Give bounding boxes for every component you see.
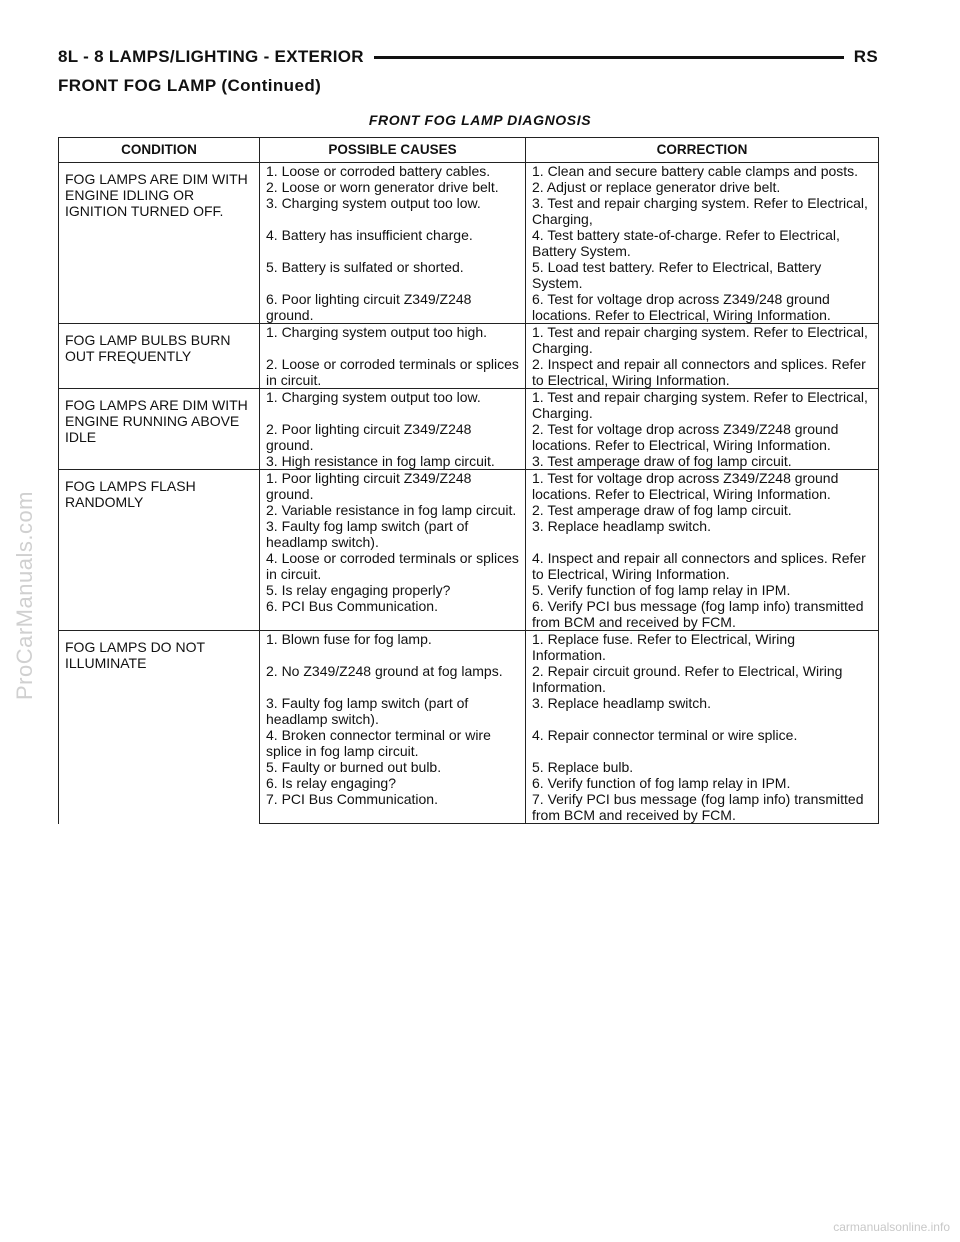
cause-cell: 5. Faulty or burned out bulb. [260, 759, 526, 775]
cause-cell: 6. Poor lighting circuit Z349/Z248 ground. [260, 291, 526, 324]
section-title: FRONT FOG LAMP (Continued) [58, 76, 322, 95]
cause-cell: 7. PCI Bus Communication. [260, 791, 526, 824]
cause-cell: 6. PCI Bus Communication. [260, 598, 526, 631]
cause-cell: 3. Faulty fog lamp switch (part of headlamp switch). [260, 518, 526, 550]
side-watermark: ProCarManuals.com [12, 490, 37, 700]
cause-cell: 1. Charging system output too high. [260, 324, 526, 357]
correction-cell: 5. Replace bulb. [526, 759, 879, 775]
correction-cell: 4. Inspect and repair all connectors and splices. Refer to Electrical, Wiring Information. [526, 550, 879, 582]
table-title: FRONT FOG LAMP DIAGNOSIS [368, 112, 592, 128]
correction-cell: 6. Verify PCI bus message (fog lamp info) transmitted from BCM and received by FCM. [526, 598, 879, 631]
cause-cell: 1. Loose or corroded battery cables. [260, 163, 526, 180]
correction-cell: 2. Inspect and repair all connectors and splices. Refer to Electrical, Wiring Information. [526, 356, 879, 389]
correction-cell: 4. Test battery state-of-charge. Refer to Electrical, Battery System. [526, 227, 879, 259]
correction-cell: 3. Test and repair charging system. Refer to Electrical, Charging, [526, 195, 879, 227]
correction-cell: 2. Test amperage draw of fog lamp circuit. [526, 502, 879, 518]
diagnosis-table [58, 137, 879, 824]
correction-cell: 5. Load test battery. Refer to Electrical, Battery System. [526, 259, 879, 291]
correction-cell: 1. Test and repair charging system. Refer to Electrical, Charging. [526, 389, 879, 422]
cause-cell: 5. Battery is sulfated or shorted. [260, 259, 526, 291]
correction-cell: 3. Replace headlamp switch. [526, 695, 879, 727]
cause-cell: 2. Loose or worn generator drive belt. [260, 179, 526, 195]
page-header [58, 44, 878, 70]
table-row [59, 470, 879, 503]
cause-cell: 1. Charging system output too low. [260, 389, 526, 422]
table-row [59, 324, 879, 357]
table-row [59, 389, 879, 422]
column-header-causes: POSSIBLE CAUSES [260, 138, 526, 163]
correction-cell: 1. Test and repair charging system. Refer to Electrical, Charging. [526, 324, 879, 357]
table-row [59, 631, 879, 664]
correction-cell: 1. Test for voltage drop across Z349/Z248 ground locations. Refer to Electrical, Wiring Information. [526, 470, 879, 503]
column-header-correction: CORRECTION [526, 138, 879, 163]
condition-cell: FOG LAMPS DO NOT ILLUMINATE [59, 631, 260, 824]
cause-cell: 3. Charging system output too low. [260, 195, 526, 227]
header-rule [374, 56, 844, 59]
correction-cell: 3. Test amperage draw of fog lamp circuit. [526, 453, 879, 470]
column-header-condition: CONDITION [59, 138, 260, 163]
correction-cell: 7. Verify PCI bus message (fog lamp info) transmitted from BCM and received by FCM. [526, 791, 879, 824]
cause-cell: 2. Poor lighting circuit Z349/Z248 ground. [260, 421, 526, 453]
cause-cell: 1. Poor lighting circuit Z349/Z248 ground. [260, 470, 526, 503]
cause-cell: 2. Loose or corroded terminals or splices in circuit. [260, 356, 526, 389]
cause-cell: 1. Blown fuse for fog lamp. [260, 631, 526, 664]
cause-cell: 3. High resistance in fog lamp circuit. [260, 453, 526, 470]
table-header-row [59, 138, 879, 163]
cause-cell: 3. Faulty fog lamp switch (part of headlamp switch). [260, 695, 526, 727]
condition-cell: FOG LAMPS FLASH RANDOMLY [59, 470, 260, 631]
correction-cell: 6. Test for voltage drop across Z349/248 ground locations. Refer to Electrical, Wiring Information. [526, 291, 879, 324]
correction-cell: 2. Test for voltage drop across Z349/Z248 ground locations. Refer to Electrical, Wiring Information. [526, 421, 879, 453]
cause-cell: 6. Is relay engaging? [260, 775, 526, 791]
cause-cell: 5. Is relay engaging properly? [260, 582, 526, 598]
cause-cell: 2. Variable resistance in fog lamp circuit. [260, 502, 526, 518]
header-model-code: RS [853, 47, 878, 66]
correction-cell: 1. Clean and secure battery cable clamps and posts. [526, 163, 879, 180]
cause-cell: 4. Loose or corroded terminals or splices in circuit. [260, 550, 526, 582]
cause-cell: 4. Battery has insufficient charge. [260, 227, 526, 259]
condition-cell: FOG LAMPS ARE DIM WITH ENGINE RUNNING ABOVE IDLE [59, 389, 260, 470]
bottom-watermark: carmanualsonline.info [833, 1220, 950, 1234]
condition-cell: FOG LAMP BULBS BURN OUT FREQUENTLY [59, 324, 260, 389]
correction-cell: 5. Verify function of fog lamp relay in IPM. [526, 582, 879, 598]
correction-cell: 2. Adjust or replace generator drive belt. [526, 179, 879, 195]
correction-cell: 3. Replace headlamp switch. [526, 518, 879, 550]
header-section-label: 8L - 8 LAMPS/LIGHTING - EXTERIOR [58, 47, 364, 66]
correction-cell: 6. Verify function of fog lamp relay in IPM. [526, 775, 879, 791]
correction-cell: 2. Repair circuit ground. Refer to Electrical, Wiring Information. [526, 663, 879, 695]
cause-cell: 4. Broken connector terminal or wire splice in fog lamp circuit. [260, 727, 526, 759]
correction-cell: 4. Repair connector terminal or wire splice. [526, 727, 879, 759]
cause-cell: 2. No Z349/Z248 ground at fog lamps. [260, 663, 526, 695]
table-row [59, 163, 879, 180]
condition-cell: FOG LAMPS ARE DIM WITH ENGINE IDLING OR IGNITION TURNED OFF. [59, 163, 260, 324]
table-body [59, 163, 879, 824]
correction-cell: 1. Replace fuse. Refer to Electrical, Wiring Information. [526, 631, 879, 664]
